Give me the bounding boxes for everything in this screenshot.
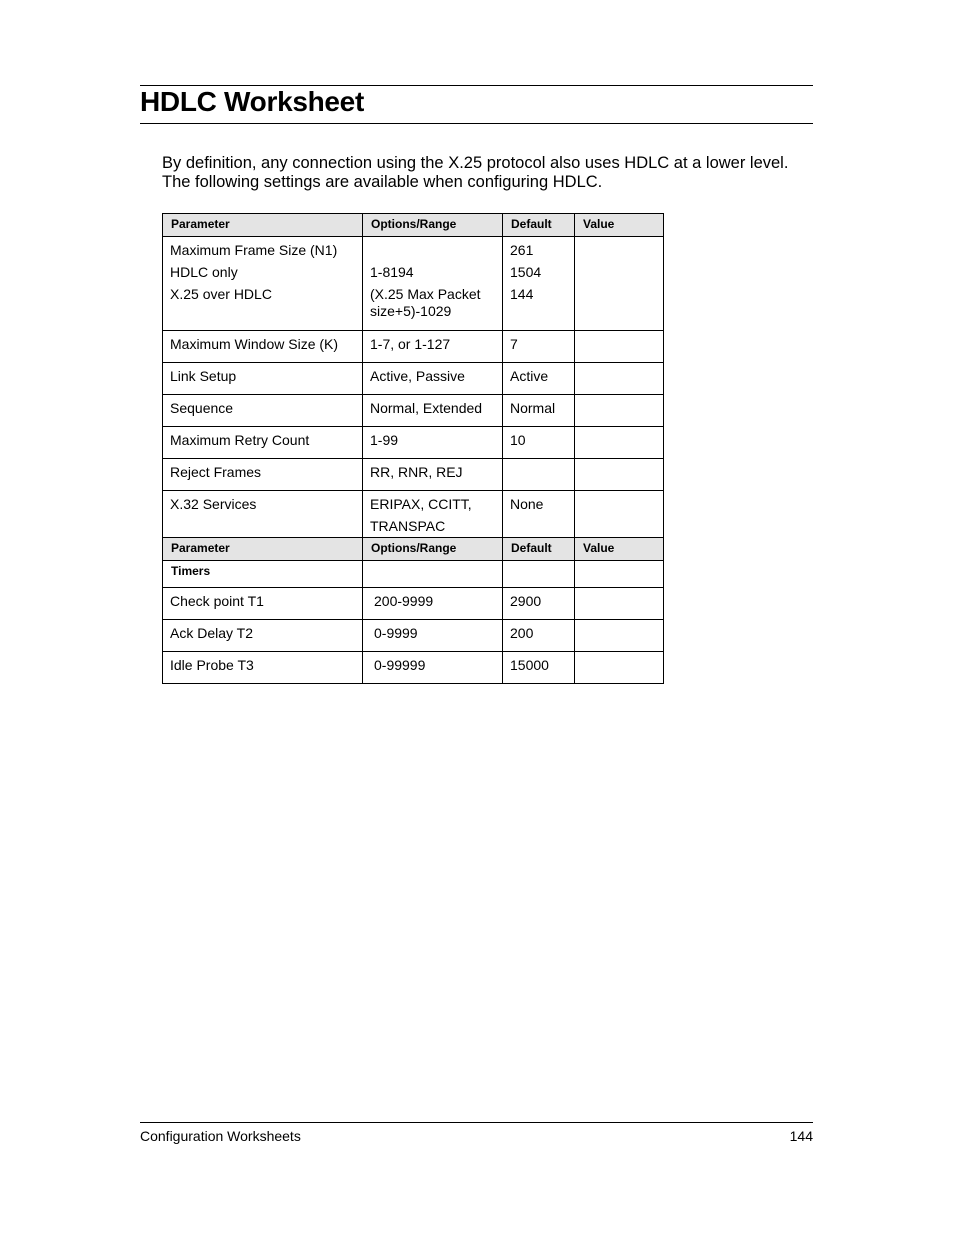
- table-header-row: [163, 214, 664, 237]
- table-row: [163, 237, 664, 331]
- param-cell: Ack Delay T2: [163, 620, 363, 652]
- value-field[interactable]: [575, 652, 664, 684]
- default-cell: Active: [503, 363, 575, 395]
- value-field[interactable]: [575, 588, 664, 620]
- header-parameter: Parameter: [163, 214, 363, 237]
- param-cell: [163, 237, 363, 331]
- hdlc-settings-table: [162, 213, 664, 545]
- default-text: 261: [510, 242, 534, 258]
- default-cell: None: [503, 491, 575, 545]
- table-row: [163, 652, 664, 684]
- empty-cell: [575, 561, 664, 588]
- table-row: [163, 363, 664, 395]
- param-cell: Sequence: [163, 395, 363, 427]
- table-row: [163, 620, 664, 652]
- default-text: 144: [510, 286, 534, 302]
- options-text: (X.25 Max Packet size+5)-1029: [370, 286, 481, 319]
- options-cell: 0-99999: [363, 652, 503, 684]
- intro-paragraph: [162, 154, 822, 192]
- options-cell: Normal, Extended: [363, 395, 503, 427]
- default-cell: 200: [503, 620, 575, 652]
- footer-rule: [140, 1122, 813, 1123]
- header-options-range: Options/Range: [363, 214, 503, 237]
- timers-section-label: Timers: [163, 561, 363, 588]
- table-row: [163, 395, 664, 427]
- table-row: [163, 427, 664, 459]
- default-cell: [503, 237, 575, 331]
- options-text: 1-8194: [370, 264, 414, 280]
- empty-cell: [363, 561, 503, 588]
- table-row: [163, 459, 664, 491]
- param-text: HDLC only: [170, 264, 238, 280]
- header-default: Default: [503, 214, 575, 237]
- header-parameter: Parameter: [163, 538, 363, 561]
- page-number: 144: [789, 1128, 813, 1144]
- value-field[interactable]: [575, 459, 664, 491]
- options-cell: Active, Passive: [363, 363, 503, 395]
- default-cell: 10: [503, 427, 575, 459]
- empty-cell: [503, 561, 575, 588]
- hdlc-timers-table: [162, 537, 664, 684]
- table-header-row: [163, 538, 664, 561]
- value-field[interactable]: [575, 331, 664, 363]
- default-cell: 7: [503, 331, 575, 363]
- table-row: [163, 588, 664, 620]
- value-field[interactable]: [575, 363, 664, 395]
- timers-section-row: [163, 561, 664, 588]
- options-text: TRANSPAC: [370, 518, 446, 534]
- footer-section-title: Configuration Worksheets: [140, 1128, 301, 1144]
- options-cell: [363, 237, 503, 331]
- param-cell: Check point T1: [163, 588, 363, 620]
- param-text: X.25 over HDLC: [170, 286, 272, 302]
- header-value: Value: [575, 538, 664, 561]
- options-cell: 1-99: [363, 427, 503, 459]
- table-row: [163, 331, 664, 363]
- options-cell: 1-7, or 1-127: [363, 331, 503, 363]
- header-default: Default: [503, 538, 575, 561]
- param-cell: Maximum Retry Count: [163, 427, 363, 459]
- header-options-range: Options/Range: [363, 538, 503, 561]
- default-cell: [503, 459, 575, 491]
- value-field[interactable]: [575, 237, 664, 331]
- page-title: HDLC Worksheet: [140, 86, 364, 117]
- param-cell: Reject Frames: [163, 459, 363, 491]
- title-bottom-rule: [140, 123, 813, 124]
- options-cell: 0-9999: [363, 620, 503, 652]
- intro-line-2: The following settings are available when configuring HDLC.: [162, 173, 603, 191]
- options-cell: RR, RNR, REJ: [363, 459, 503, 491]
- default-cell: Normal: [503, 395, 575, 427]
- param-cell: Link Setup: [163, 363, 363, 395]
- default-cell: 2900: [503, 588, 575, 620]
- param-text: Maximum Frame Size (N1): [170, 242, 338, 258]
- header-value: Value: [575, 214, 664, 237]
- value-field[interactable]: [575, 395, 664, 427]
- options-text: ERIPAX, CCITT,: [370, 496, 472, 512]
- intro-line-1: By definition, any connection using the X.25 protocol also uses HDLC at a lower level.: [162, 154, 789, 172]
- param-cell: X.32 Services: [163, 491, 363, 545]
- default-text: 1504: [510, 264, 542, 280]
- options-cell: 200-9999: [363, 588, 503, 620]
- param-cell: Maximum Window Size (K): [163, 331, 363, 363]
- value-field[interactable]: [575, 620, 664, 652]
- options-text: [370, 242, 495, 259]
- default-cell: 15000: [503, 652, 575, 684]
- param-cell: Idle Probe T3: [163, 652, 363, 684]
- value-field[interactable]: [575, 427, 664, 459]
